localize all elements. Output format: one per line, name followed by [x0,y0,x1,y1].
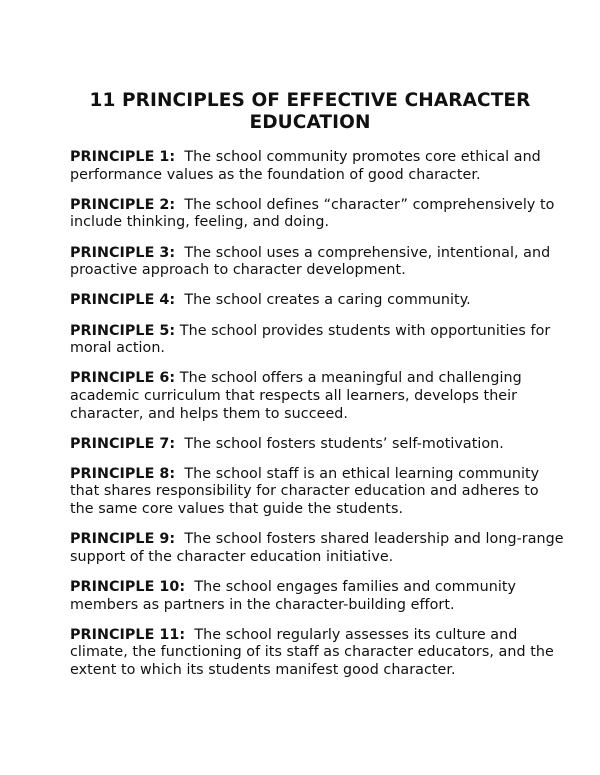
principle-text: The school community promotes core ethical and performance values as the foundation of good character. [70,149,541,183]
principle-text: The school uses a comprehensive, intentional, and proactive approach to character development. [70,244,551,279]
document-title: 11 PRINCIPLES OF EFFECTIVE CHARACTER EDUCATION [89,90,531,133]
principle-text: The school defines “character” comprehensively to include thinking, feeling, and doing. [70,196,555,231]
principle-5 [70,323,565,358]
principle-label: PRINCIPLE 5: [70,322,176,339]
principle-text: The school fosters shared leadership and long-range support of the character education initiative. [70,531,564,565]
principle-9 [70,531,565,566]
principle-3 [70,245,565,280]
principle-text: The school engages families and community members as partners in the character-building effort. [70,579,517,613]
principle-label: PRINCIPLE 11: [70,626,186,643]
principle-label: PRINCIPLE 8: [70,465,176,482]
principle-2 [70,197,565,232]
principle-text: The school provides students with opportunities for moral action. [70,322,551,357]
principle-11 [70,627,565,680]
principle-text: The school regularly assesses its culture and climate, the functioning of its staff as character educators, and the extent to which its students manifest good character. [70,626,554,678]
principle-label: PRINCIPLE 6: [70,370,176,387]
principle-1 [70,149,565,184]
principle-text: The school staff is an ethical learning community that shares responsibility for character education and adheres to the same core values that guide the students. [70,465,540,518]
principle-label: PRINCIPLE 3: [70,244,176,261]
principle-text: The school creates a caring community. [184,292,471,309]
principle-text: The school offers a meaningful and challenging academic curriculum that respects all learners, develops their character, and helps them to succeed. [70,370,522,422]
principle-text: The school fosters students’ self-motivation. [184,435,504,452]
principle-label: PRINCIPLE 2: [70,196,176,213]
principle-4 [70,292,565,310]
principle-7 [70,436,565,454]
principle-label: PRINCIPLE 4: [70,292,176,309]
principle-label: PRINCIPLE 7: [70,435,176,452]
principle-8 [70,466,565,519]
principle-label: PRINCIPLE 1: [70,149,176,165]
principle-10 [70,579,565,614]
principle-label: PRINCIPLE 10: [70,579,186,596]
principles-list [70,149,565,692]
principle-6 [70,370,565,423]
principle-label: PRINCIPLE 9: [70,531,176,548]
